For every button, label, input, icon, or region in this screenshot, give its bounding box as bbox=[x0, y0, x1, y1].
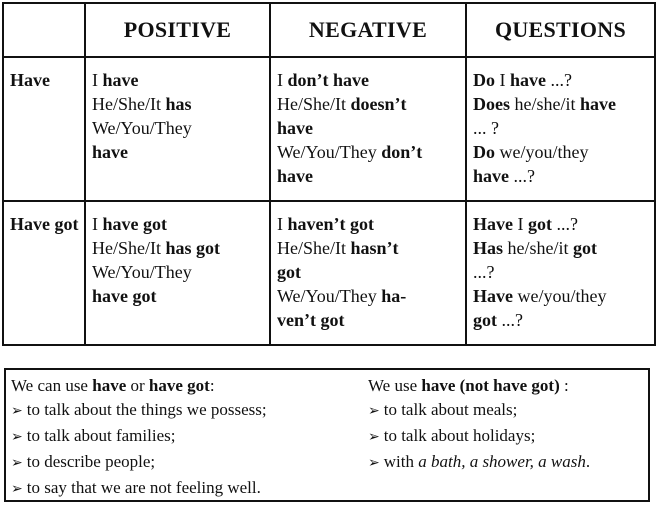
cell-line bbox=[277, 92, 461, 116]
arrow-bullet-icon: ➢ bbox=[11, 404, 23, 419]
notes-right-list bbox=[368, 398, 638, 476]
text-run: have bbox=[277, 166, 313, 186]
text-run: : bbox=[209, 376, 215, 395]
arrow-bullet-icon: ➢ bbox=[11, 456, 23, 471]
notes-left-intro bbox=[11, 374, 363, 398]
cell-line bbox=[473, 92, 650, 116]
text-run: have bbox=[510, 70, 546, 90]
cell-line bbox=[473, 236, 650, 260]
cell-line bbox=[92, 260, 265, 284]
cell-line bbox=[277, 284, 461, 308]
row-label-have-got: Have got bbox=[3, 201, 85, 345]
text-run: to talk about meals; bbox=[383, 400, 518, 419]
arrow-bullet-icon: ➢ bbox=[11, 430, 23, 445]
arrow-bullet-icon: ➢ bbox=[368, 430, 380, 445]
text-run: He/She/It bbox=[92, 238, 166, 258]
cell-line bbox=[92, 236, 265, 260]
text-run: ...? bbox=[497, 310, 523, 330]
cell-line bbox=[473, 116, 650, 140]
text-run: have bbox=[473, 166, 509, 186]
text-run: haven’t got bbox=[287, 214, 374, 234]
cell-line bbox=[473, 260, 650, 284]
list-item bbox=[368, 450, 638, 476]
text-run: hasn’t bbox=[350, 238, 399, 258]
row-label-have: Have bbox=[3, 57, 85, 201]
text-run: have bbox=[580, 94, 616, 114]
text-run: have got bbox=[148, 376, 210, 395]
text-run: Have bbox=[473, 214, 513, 234]
text-run: doesn’t bbox=[350, 94, 407, 114]
list-item bbox=[368, 398, 638, 424]
text-run: have bbox=[102, 70, 139, 90]
text-run: have bbox=[92, 142, 128, 162]
text-run: we/you/they bbox=[513, 286, 607, 306]
text-run: I bbox=[92, 214, 103, 234]
text-run: have bbox=[92, 376, 127, 395]
text-run: with bbox=[383, 452, 419, 471]
text-run: ... ? bbox=[473, 118, 499, 138]
cell-line bbox=[92, 212, 265, 236]
cell-have-negative bbox=[270, 57, 466, 201]
cell-line bbox=[92, 68, 265, 92]
text-run: We/You/They bbox=[92, 118, 192, 138]
text-run: ...? bbox=[552, 214, 578, 234]
text-run: to describe people; bbox=[26, 452, 156, 471]
list-item bbox=[11, 398, 363, 424]
text-run: has got bbox=[165, 238, 221, 258]
usage-notes-have-only bbox=[368, 374, 638, 476]
cell-line bbox=[92, 92, 265, 116]
cell-line bbox=[277, 68, 461, 92]
text-run: We/You/They bbox=[277, 286, 382, 306]
arrow-bullet-icon: ➢ bbox=[368, 404, 380, 419]
table-row bbox=[3, 57, 655, 201]
text-run: (not have got) bbox=[459, 376, 560, 395]
arrow-bullet-icon: ➢ bbox=[11, 482, 23, 497]
list-item bbox=[11, 450, 363, 476]
text-run: I bbox=[513, 214, 528, 234]
text-run: I bbox=[92, 70, 103, 90]
text-run: Does bbox=[473, 94, 510, 114]
cell-line bbox=[473, 140, 650, 164]
text-run: to talk about holidays; bbox=[383, 426, 536, 445]
text-run: He/She/It bbox=[92, 94, 166, 114]
text-run: got bbox=[573, 238, 598, 258]
text-run: I bbox=[495, 70, 510, 90]
text-run: I bbox=[277, 214, 288, 234]
text-run: or bbox=[126, 376, 149, 395]
cell-line bbox=[277, 116, 461, 140]
text-run: Have bbox=[473, 286, 513, 306]
list-item bbox=[11, 424, 363, 450]
text-run: Do bbox=[473, 70, 495, 90]
text-run: to say that we are not feeling well. bbox=[26, 478, 261, 497]
cell-line bbox=[92, 284, 265, 308]
corner-cell bbox=[3, 3, 85, 57]
table-row bbox=[3, 201, 655, 345]
notes-right-intro bbox=[368, 374, 638, 398]
cell-line bbox=[473, 284, 650, 308]
text-run: . bbox=[585, 452, 591, 471]
text-run: got bbox=[528, 214, 552, 234]
text-run: have got bbox=[102, 214, 167, 234]
cell-line bbox=[277, 260, 461, 284]
text-run: He/She/It bbox=[277, 94, 351, 114]
text-run: he/she/it bbox=[503, 238, 574, 258]
text-run: have got bbox=[92, 286, 157, 306]
text-run: got bbox=[473, 310, 497, 330]
cell-line bbox=[473, 308, 650, 332]
cell-line bbox=[277, 164, 461, 188]
text-run: we/you/they bbox=[495, 142, 589, 162]
arrow-bullet-icon: ➢ bbox=[368, 456, 380, 471]
cell-line bbox=[277, 212, 461, 236]
text-run: don’t have bbox=[287, 70, 370, 90]
cell-line bbox=[473, 68, 650, 92]
list-item bbox=[368, 424, 638, 450]
text-run: ...? bbox=[509, 166, 535, 186]
text-run: to talk about families; bbox=[26, 426, 176, 445]
text-run: has bbox=[165, 94, 192, 114]
usage-notes-box bbox=[4, 368, 650, 502]
text-run: don’t bbox=[381, 142, 423, 162]
text-run: : bbox=[559, 376, 569, 395]
text-run: I bbox=[277, 70, 288, 90]
cell-line bbox=[277, 140, 461, 164]
usage-notes-have-or-have-got bbox=[11, 374, 363, 502]
text-run: We/You/They bbox=[92, 262, 192, 282]
header-positive: POSITIVE bbox=[85, 3, 270, 57]
header-row bbox=[3, 3, 655, 57]
cell-have-positive bbox=[85, 57, 270, 201]
cell-line bbox=[473, 212, 650, 236]
cell-have-got-questions bbox=[466, 201, 655, 345]
text-run: Do bbox=[473, 142, 495, 162]
notes-left-list bbox=[11, 398, 363, 502]
text-run: a bath, a shower, a wash bbox=[418, 452, 586, 471]
text-run: We can use bbox=[11, 376, 93, 395]
text-run: got bbox=[277, 262, 301, 282]
text-run: Has bbox=[473, 238, 504, 258]
text-run: ...? bbox=[546, 70, 572, 90]
text-run: We/You/They bbox=[277, 142, 382, 162]
grammar-table bbox=[2, 2, 656, 346]
cell-have-questions bbox=[466, 57, 655, 201]
text-run: to talk about the things we possess; bbox=[26, 400, 267, 419]
text-run: ...? bbox=[473, 262, 495, 282]
text-run: have bbox=[421, 376, 456, 395]
text-run: have bbox=[277, 118, 313, 138]
cell-line bbox=[92, 116, 265, 140]
text-run: ha- bbox=[381, 286, 407, 306]
cell-line bbox=[277, 236, 461, 260]
cell-have-got-positive bbox=[85, 201, 270, 345]
header-questions: QUESTIONS bbox=[466, 3, 655, 57]
header-negative: NEGATIVE bbox=[270, 3, 466, 57]
text-run: He/She/It bbox=[277, 238, 351, 258]
text-run: he/she/it bbox=[510, 94, 580, 114]
cell-line bbox=[92, 140, 265, 164]
cell-line bbox=[277, 308, 461, 332]
text-run: ven’t got bbox=[277, 310, 345, 330]
text-run: We use bbox=[368, 376, 422, 395]
list-item bbox=[11, 476, 363, 502]
cell-have-got-negative bbox=[270, 201, 466, 345]
cell-line bbox=[473, 164, 650, 188]
